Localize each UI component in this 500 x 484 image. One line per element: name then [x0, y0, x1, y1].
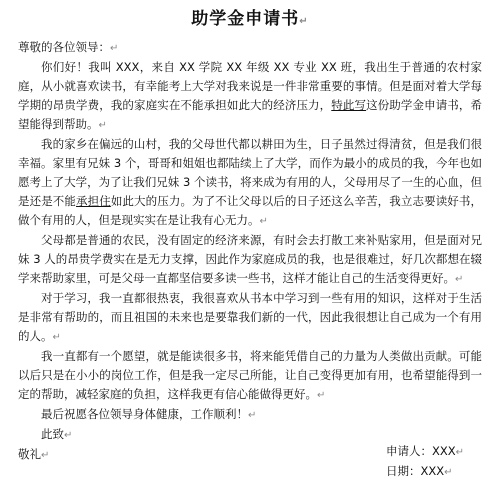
- closing-wish: 最后祝愿各位领导身体健康，工作顺利！↵: [41, 407, 257, 421]
- paragraph-parents: 父母都是普通的农民，没有固定的经济来源，有时会去打散工来补贴家用，但是面对兄妹 3 人的昂贵学费实在是无力支撑，因此作为家庭成员的我，也是很难过，好几次都想在辍学来帮助家里，可是父母一直都坚信要多读一些书，这样才能让自己的生活变得更好。↵: [18, 233, 482, 285]
- applicant-signature: 申请人：XXX↵: [386, 444, 465, 458]
- date-line: 日期：XXX↵: [386, 464, 453, 478]
- paragraph-family: 我的家乡在偏远的山村，我的父母世代都以耕田为生，日子虽然过得清贫，但是我们很幸福。家里有兄妹 3 个，哥哥和姐姐也都陆续上了大学，而作为最小的成员的我，今年也如愿考上了大学，为了让我们兄妹 3 个读书，将来成为有用的人，父母用尽了一生的心血，但是还是不能承担住如此大的压力。为了不让父母以后的日子还这么辛苦，我立志要读好书，做个有用的人，但是现实实在是让我有心无力。↵: [18, 137, 483, 227]
- salutation: 尊敬的各位领导：↵: [18, 40, 119, 54]
- closing-regards: 敬礼↵: [18, 447, 50, 461]
- underlined-phrase: 特此写: [331, 98, 367, 112]
- document-title: 助学金申请书↵: [191, 9, 309, 29]
- document-page: [0, 6, 500, 484]
- paragraph-greeting: 你们好！我叫 XXX，来自 XX 学院 XX 年级 XX 专业 XX 班，我出生于普通的农村家庭，从小就喜欢读书，有幸能考上大学对我来说是一件非常重要的事情。但是面对着大学每学期的昂贵学费，我的家庭实在不能承担如此大的经济压力，特此写这份助学金申请书，希望能得到帮助。↵: [18, 60, 483, 131]
- paragraph-study: 对于学习，我一直都很热衷，我很喜欢从书本中学习到一些有用的知识，这样对于生活是非常有帮助的，而且祖国的未来也是要靠我们新的一代，因此我很想让自己成为一个有用的人。↵: [18, 291, 482, 343]
- closing-cizhi: 此致↵: [41, 427, 73, 441]
- underlined-phrase: 承担住: [76, 194, 111, 208]
- paragraph-wish: 我一直都有一个愿望，就是能读很多书，将来能凭借自己的力量为人类做出贡献。可能以后只是在小小的岗位工作，但是我一定尽己所能，让自己变得更加有用，也希望能得到一定的帮助，减轻家庭的负担，这样我更有信心能做得更好。↵: [18, 349, 482, 401]
